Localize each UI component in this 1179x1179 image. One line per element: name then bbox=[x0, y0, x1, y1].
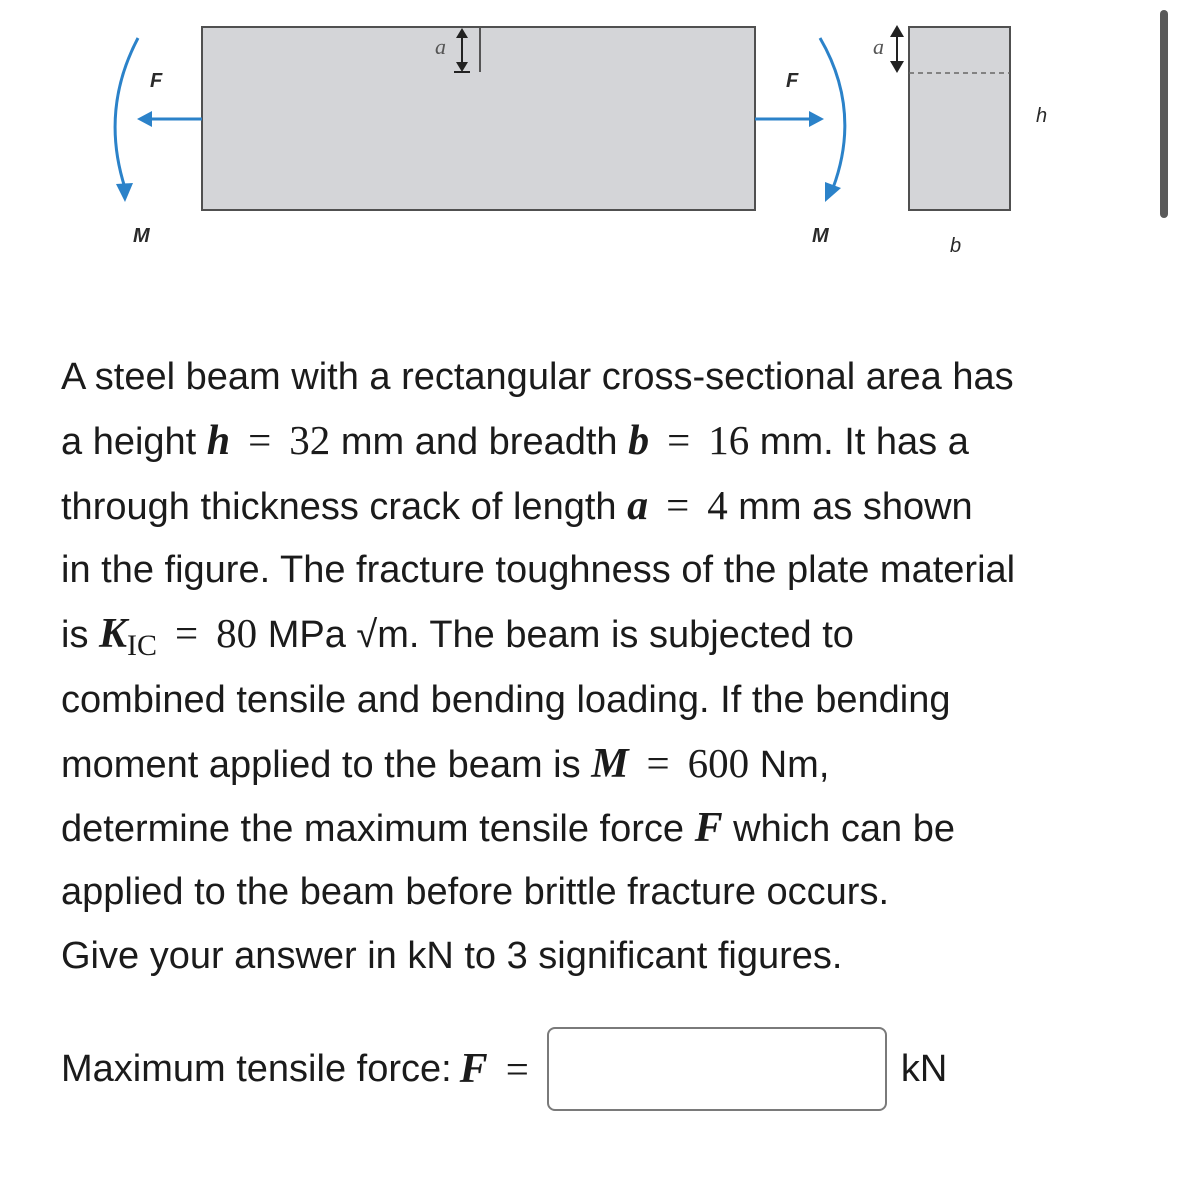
answer-symbol: F bbox=[459, 1046, 488, 1092]
answer-equals: = bbox=[505, 1046, 529, 1092]
problem-line: determine the maximum tensile force F which can be bbox=[61, 805, 955, 851]
height-label: h bbox=[1036, 105, 1048, 127]
problem-line: a height h = 32 mm and breadth b = 16 mm. It has a bbox=[61, 417, 969, 464]
problem-line: moment applied to the beam is M = 600 Nm, bbox=[61, 740, 830, 787]
moment-arc-right bbox=[812, 38, 845, 247]
problem-line: combined tensile and bending loading. If the bending bbox=[61, 679, 951, 721]
crack-label-side: a bbox=[435, 34, 446, 59]
force-label-left: F bbox=[150, 70, 163, 92]
beam-figure bbox=[0, 0, 1179, 300]
crack-indicator-section bbox=[873, 25, 904, 73]
moment-label-right: M bbox=[812, 225, 829, 247]
force-arrow-right bbox=[755, 70, 824, 127]
breadth-label: b bbox=[950, 235, 962, 257]
answer-row bbox=[61, 1024, 947, 1114]
crack-label-section: a bbox=[873, 34, 884, 59]
moment-value: 600 bbox=[687, 740, 750, 786]
crack-symbol: a bbox=[627, 483, 649, 529]
force-label-right: F bbox=[786, 70, 799, 92]
moment-symbol: M bbox=[591, 741, 629, 787]
problem-line: A steel beam with a rectangular cross-sectional area has bbox=[61, 356, 1014, 398]
moment-arc-left bbox=[115, 38, 151, 247]
answer-label: Maximum tensile force: bbox=[61, 1047, 452, 1090]
cross-section bbox=[873, 25, 1047, 257]
toughness-symbol: K bbox=[99, 611, 128, 657]
beam-body bbox=[202, 27, 755, 210]
problem-line: is $K_{IC} = 80$ MPa √m. The beam is subjected to bbox=[61, 610, 854, 662]
answer-instruction: Give your answer in kN to 3 significant figures. bbox=[61, 935, 843, 977]
crack-value: 4 bbox=[707, 482, 728, 528]
scrollbar[interactable] bbox=[1160, 10, 1168, 218]
problem-line: in the figure. The fracture toughness of the plate material bbox=[61, 549, 1016, 591]
force-arrow-left bbox=[137, 70, 202, 127]
answer-unit: kN bbox=[900, 1047, 948, 1090]
problem-statement bbox=[61, 346, 1131, 924]
height-value: 32 bbox=[289, 417, 331, 463]
height-symbol: h bbox=[206, 418, 231, 464]
breadth-value: 16 bbox=[708, 417, 750, 463]
problem-line: through thickness crack of length a = 4 mm as shown bbox=[61, 482, 973, 529]
force-answer-input[interactable] bbox=[547, 1027, 887, 1111]
problem-line: applied to the beam before brittle fracture occurs. bbox=[61, 871, 890, 913]
breadth-symbol: b bbox=[628, 418, 650, 464]
force-symbol: F bbox=[694, 805, 723, 851]
moment-label-left: M bbox=[133, 225, 150, 247]
toughness-value: 80 bbox=[216, 610, 258, 656]
